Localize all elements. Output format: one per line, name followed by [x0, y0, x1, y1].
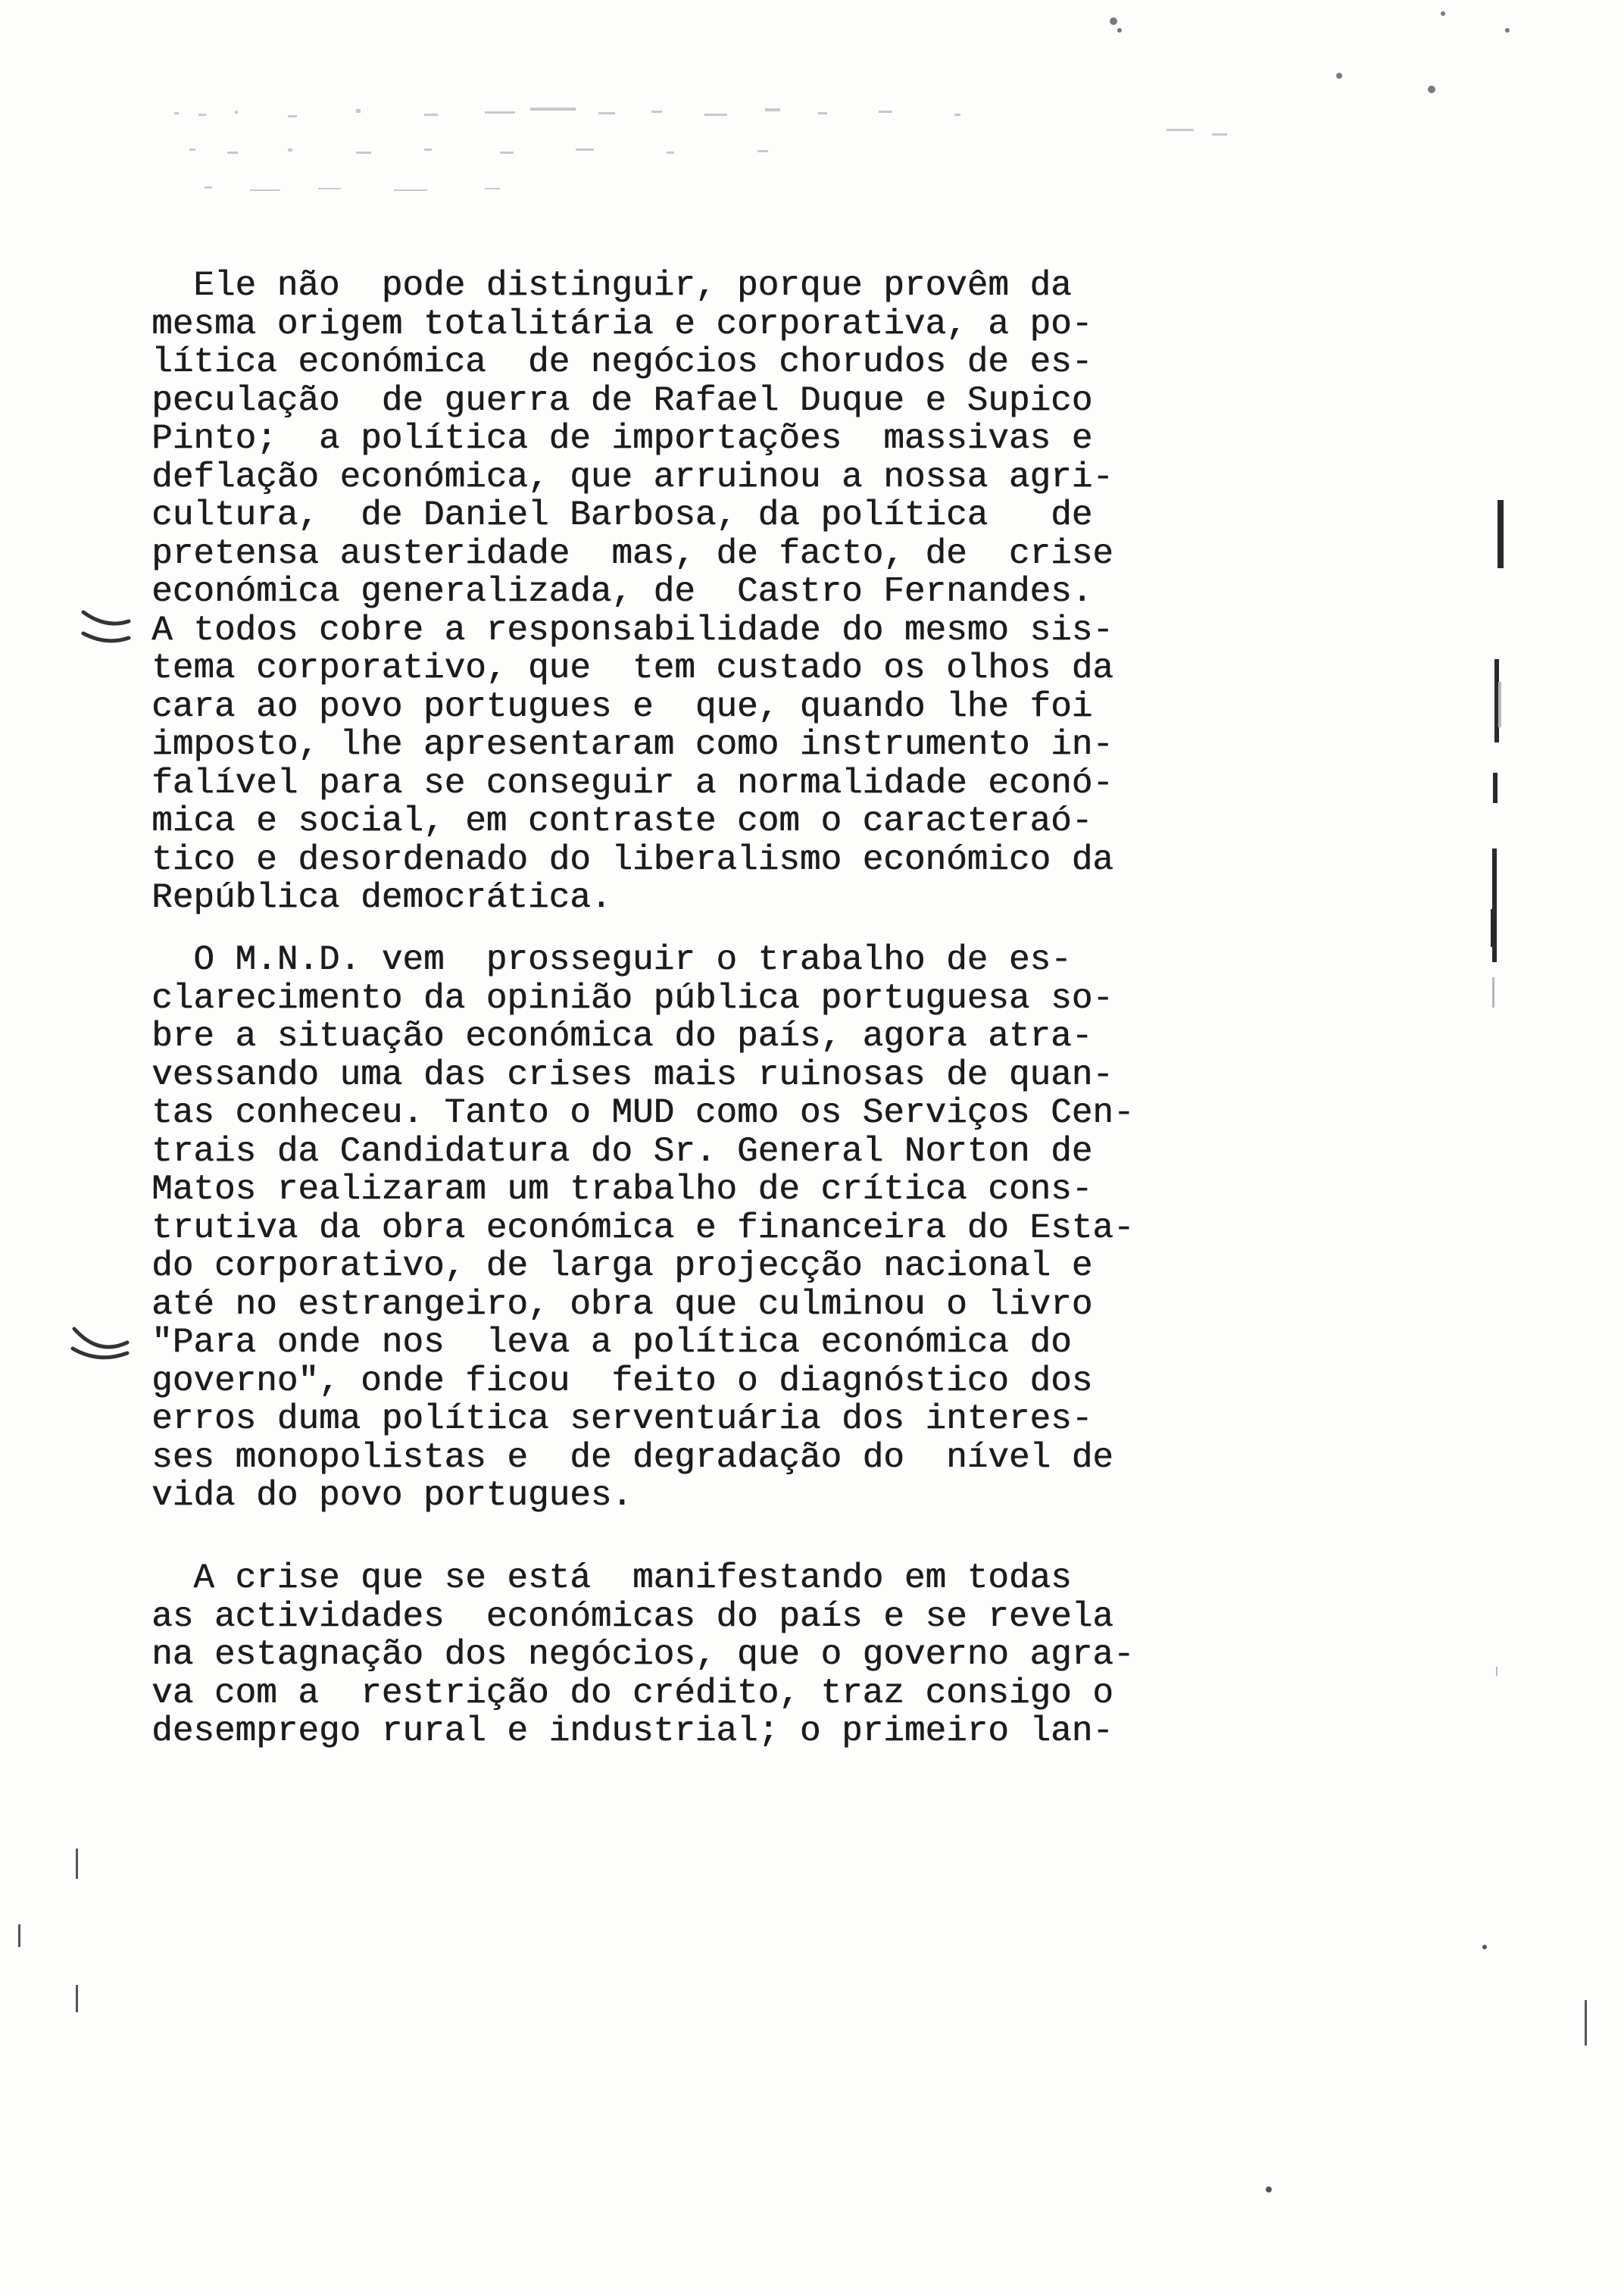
text-line: económica generalizada, de Castro Fernandes.: [151, 572, 1093, 611]
text-line: "Para onde nos leva a política económica do: [151, 1323, 1072, 1362]
text-line: erros duma política serventuária dos interes-: [151, 1399, 1093, 1439]
text-line: O M.N.D. vem prosseguir o trabalho de es-: [151, 940, 1072, 980]
text-line: República democrática.: [151, 878, 612, 917]
text-line: deflação económica, que arruinou a nossa agri-: [151, 457, 1113, 497]
text-line: va com a restrição do crédito, traz consigo o: [151, 1673, 1113, 1713]
text-line: trais da Candidatura do Sr. General Norton de: [151, 1131, 1093, 1171]
bleed-through-marks: [0, 0, 1624, 227]
text-line: vessando uma das crises mais ruinosas de quan-: [151, 1055, 1113, 1095]
text-line: até no estrangeiro, obra que culminou o livro: [151, 1284, 1093, 1324]
text-line: desemprego rural e industrial; o primeiro lan-: [151, 1711, 1113, 1751]
text-line: mica e social, em contraste com o caracteraó-: [151, 802, 1093, 841]
paragraph-3: [151, 1559, 1257, 1751]
text-line: lítica económica de negócios chorudos de es-: [151, 342, 1093, 382]
text-line: na estagnação dos negócios, que o governo agra-: [151, 1635, 1135, 1674]
text-line: vida do povo portugues.: [151, 1476, 632, 1515]
text-line: Ele não pode distinguir, porque provêm da: [151, 266, 1072, 305]
text-line: peculação de guerra de Rafael Duque e Supico: [151, 380, 1093, 420]
text-line: trutiva da obra económica e financeira do Esta-: [151, 1208, 1135, 1248]
text-line: falível para se conseguir a normalidade econó-: [151, 763, 1113, 803]
text-line: ses monopolistas e de degradação do nível de: [151, 1437, 1113, 1477]
text-line: mesma origem totalitária e corporativa, a po-: [151, 304, 1093, 344]
paragraph-1: [151, 267, 1257, 917]
text-line: cultura, de Daniel Barbosa, da política de: [151, 495, 1093, 535]
text-line: A todos cobre a responsabilidade do mesmo sis-: [151, 610, 1113, 650]
text-line: pretensa austeridade mas, de facto, de crise: [151, 533, 1113, 574]
text-line: clarecimento da opinião pública portuguesa so-: [151, 978, 1113, 1018]
text-line: tema corporativo, que tem custado os olhos da: [151, 649, 1113, 688]
text-line: tas conheceu. Tanto o MUD como os Serviços Cen-: [151, 1093, 1135, 1133]
text-line: as actividades económicas do país e se revela: [151, 1596, 1113, 1636]
text-line: imposto, lhe apresentaram como instrumento in-: [151, 725, 1113, 764]
text-line: A crise que se está manifestando em todas: [151, 1558, 1072, 1598]
text-line: do corporativo, de larga projecção nacional e: [151, 1246, 1093, 1286]
text-line: bre a situação económica do país, agora atra-: [151, 1017, 1093, 1056]
text-line: cara ao povo portugues e que, quando lhe foi: [151, 686, 1093, 727]
text-line: Pinto; a política de importações massivas e: [151, 419, 1093, 458]
paragraph-2: [151, 941, 1257, 1515]
text-line: governo", onde ficou feito o diagnóstico dos: [151, 1361, 1093, 1401]
text-line: tico e desordenado do liberalismo económico da: [151, 839, 1113, 880]
text-line: Matos realizaram um trabalho de crítica cons-: [151, 1170, 1093, 1209]
